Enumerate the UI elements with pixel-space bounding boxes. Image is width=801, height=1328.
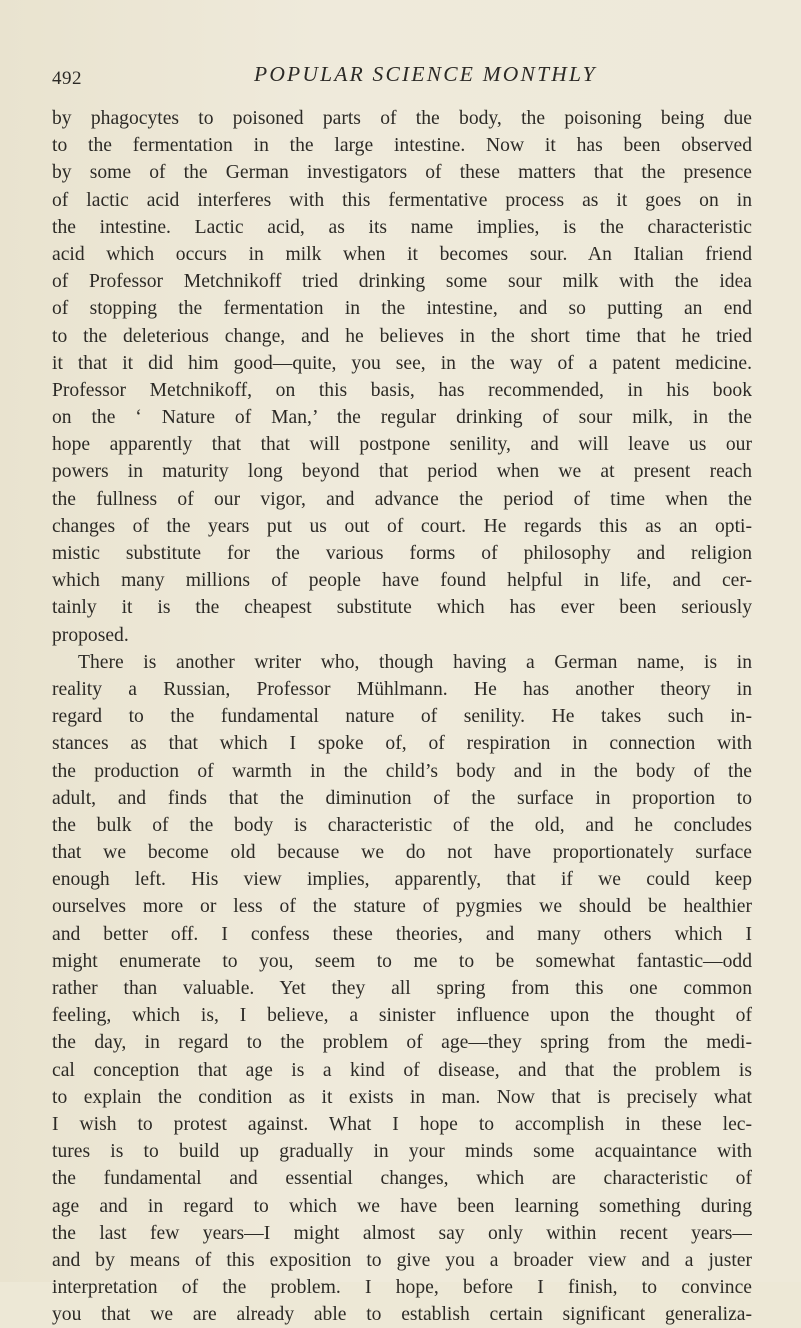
text-line: it that it did him good—quite, you see, in the way of a patent medicine. [52,352,752,374]
text-line: I wish to protest against. What I hope to accomplish in these lec- [52,1113,752,1135]
text-line: tures is to build up gradually in your minds some acquaintance with [52,1141,752,1163]
text-line: the fullness of our vigor, and advance the period of time when the [52,488,752,510]
text-line: interpretation of the problem. I hope, before I finish, to convince [52,1277,752,1299]
text-line: adult, and finds that the diminution of the surface in proportion to [52,787,752,809]
text-line: stances as that which I spoke of, of respiration in connection with [52,733,752,755]
text-line: tainly it is the cheapest substitute which has ever been seriously [52,597,752,619]
paragraph-1 [52,105,752,649]
text-line: to the deleterious change, and he believes in the short time that he tried [52,325,752,347]
text-line: the intestine. Lactic acid, as its name implies, is the characteristic [52,216,752,238]
body-text [52,105,752,1328]
text-line: that we become old because we do not have proportionately surface [52,842,752,864]
text-line: powers in maturity long beyond that period when we at present reach [52,461,752,483]
journal-title: POPULAR SCIENCE MONTHLY [254,62,597,86]
text-line: mistic substitute for the various forms of philosophy and religion [52,543,752,564]
text-line: of stopping the fermentation in the intestine, and so putting an end [52,298,752,320]
text-line: proposed. [52,624,129,646]
text-line: enough left. His view implies, apparently, that if we could keep [52,869,752,891]
text-line: reality a Russian, Professor Mühlmann. He has another theory in [52,678,752,700]
text-line: Professor Metchnikoff, on this basis, has recommended, in his book [52,379,752,401]
text-line: hope apparently that that will postpone senility, and will leave us our [52,434,752,456]
text-line: There is another writer who, though having a German name, is in [78,651,752,673]
text-line: might enumerate to you, seem to me to be somewhat fantastic—odd [52,950,752,972]
paragraph-2 [52,649,752,1328]
text-line: to explain the condition as it exists in man. Now that is precisely what [52,1086,752,1108]
running-head [52,62,752,92]
text-line: the fundamental and essential changes, which are characteristic of [52,1168,752,1190]
text-line: ourselves more or less of the stature of pygmies we should be healthier [52,896,752,918]
text-line: by some of the German investigators of these matters that the presence [52,162,752,184]
text-line: acid which occurs in milk when it becomes sour. An Italian friend [52,243,752,265]
text-line: which many millions of people have found helpful in life, and cer- [52,570,752,592]
text-line: changes of the years put us out of court. He regards this as an opti- [52,515,752,537]
text-line: of lactic acid interferes with this fermentative process as it goes on in [52,189,752,211]
text-line: on the ‘ Nature of Man,’ the regular drinking of sour milk, in the [52,407,752,429]
text-line: the last few years—I might almost say only within recent years— [52,1222,752,1244]
text-line: age and in regard to which we have been learning something during [52,1195,752,1217]
text-line: by phagocytes to poisoned parts of the body, the poisoning being due [52,108,752,129]
text-line: regard to the fundamental nature of senility. He takes such in- [52,706,752,728]
text-line: feeling, which is, I believe, a sinister influence upon the thought of [52,1005,752,1027]
text-line: rather than valuable. Yet they all spring from this one common [52,978,752,999]
text-line: to the fermentation in the large intestine. Now it has been observed [52,135,752,157]
text-line: cal conception that age is a kind of disease, and that the problem is [52,1059,752,1081]
text-line: of Professor Metchnikoff tried drinking some sour milk with the idea [52,271,752,293]
text-line: the day, in regard to the problem of age—they spring from the medi- [52,1032,752,1054]
text-line: you that we are already able to establish certain significant generaliza- [52,1304,752,1326]
page-number: 492 [52,68,82,89]
text-line: and better off. I confess these theories, and many others which I [52,923,752,945]
text-line: the production of warmth in the child’s body and in the body of the [52,760,752,782]
text-line: the bulk of the body is characteristic of the old, and he concludes [52,814,752,836]
text-line: and by means of this exposition to give you a broader view and a juster [52,1249,752,1271]
